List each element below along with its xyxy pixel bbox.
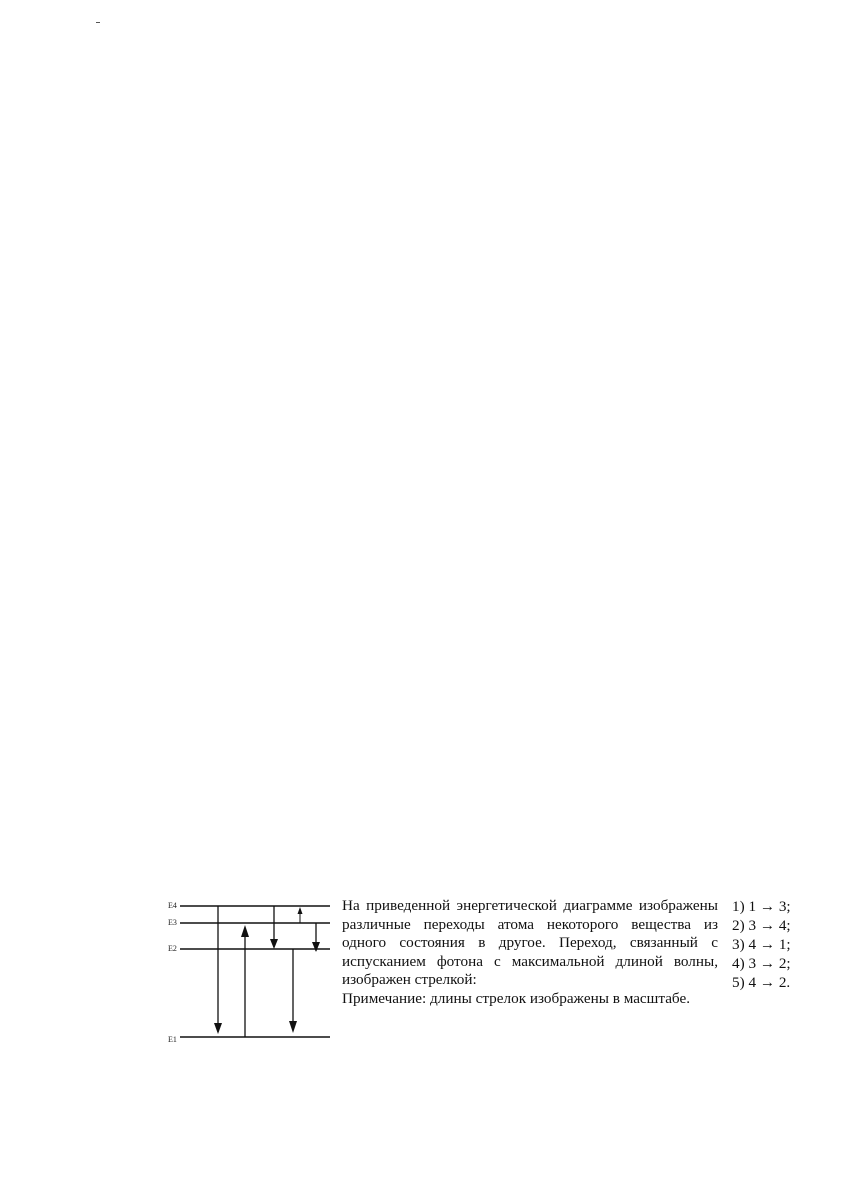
arrowhead-down <box>270 939 278 949</box>
answer-options <box>732 897 812 992</box>
energy-level-diagram <box>165 895 340 1050</box>
answer-option: 1) 1 → 3; <box>732 898 791 915</box>
level-label-e2: E2 <box>168 944 177 953</box>
question-block <box>342 897 718 1008</box>
answer-option: 4) 3 → 2; <box>732 955 791 972</box>
question-text: На приведенной энергетической диаграмме изображены различные переходы атома некоторого вещества из одного состояния в другое. Переход, связанный с испусканием фотона с максимальной длиной волны, изображен стрелкой: <box>342 897 718 988</box>
answer-option: 5) 4 → 2. <box>732 974 791 991</box>
level-label-e3: E3 <box>168 918 177 927</box>
level-label-e1: E1 <box>168 1035 177 1044</box>
arrowhead-up <box>241 925 249 937</box>
scan-speck <box>96 22 100 23</box>
answer-option: 3) 4 → 1; <box>732 936 791 953</box>
arrowhead-down <box>289 1021 297 1033</box>
arrowhead-down <box>214 1023 222 1034</box>
arrowhead-down <box>312 942 320 952</box>
question-note: Примечание: длины стрелок изображены в масштабе. <box>342 989 690 1007</box>
arrowhead-up-small <box>298 907 303 914</box>
answer-option: 2) 3 → 4; <box>732 917 791 934</box>
level-label-e4: E4 <box>168 901 177 910</box>
